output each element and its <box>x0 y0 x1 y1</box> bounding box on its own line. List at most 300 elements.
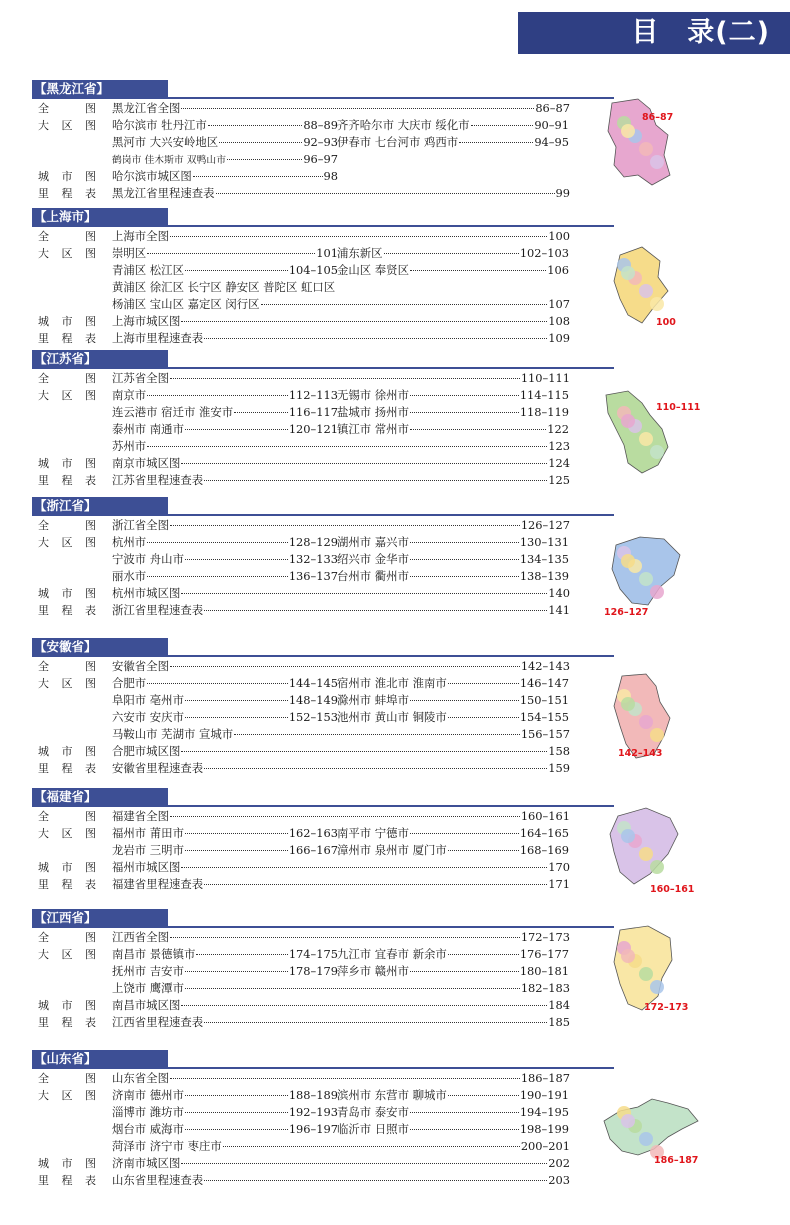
province-map-thumbnail <box>598 385 708 480</box>
section-header: 【安徽省】 <box>32 638 168 656</box>
entry-page: 178–179 <box>288 964 338 978</box>
section-header-row <box>32 638 592 658</box>
toc-row <box>32 568 592 585</box>
dot-leader <box>181 867 547 868</box>
toc-entry[interactable] <box>112 825 338 842</box>
entry-title: 山东省全图 <box>112 1071 169 1085</box>
entry-page: 198–199 <box>519 1122 569 1136</box>
toc-entry[interactable] <box>337 1121 569 1138</box>
section-header-row <box>32 788 592 808</box>
toc-row <box>32 313 592 330</box>
dot-leader <box>170 937 520 938</box>
row-category: 城 市 图 <box>38 315 96 328</box>
toc-row <box>32 455 592 472</box>
toc-row <box>32 117 592 134</box>
dot-leader <box>170 378 520 379</box>
toc-row <box>32 551 592 568</box>
toc-row <box>32 1087 592 1104</box>
toc-entry[interactable] <box>112 313 570 330</box>
map-region <box>650 860 664 874</box>
entry-title: 临沂市 日照市 <box>337 1122 409 1136</box>
entry-title: 南昌市城区图 <box>112 998 181 1012</box>
dot-leader <box>181 593 547 594</box>
province-map-thumbnail <box>598 237 708 332</box>
toc-entry[interactable] <box>112 245 338 262</box>
toc-section <box>32 638 592 777</box>
dot-leader <box>204 768 547 769</box>
toc-entry[interactable] <box>112 675 338 692</box>
section-header: 【上海市】 <box>32 208 168 226</box>
entry-title: 丽水市 <box>112 569 147 583</box>
toc-entry[interactable] <box>337 568 569 585</box>
map-page-label: 126–127 <box>604 607 649 618</box>
dot-leader <box>185 700 288 701</box>
entry-page: 101 <box>316 246 338 260</box>
toc-entry[interactable] <box>337 387 569 404</box>
dot-leader <box>185 850 288 851</box>
entry-title: 浦东新区 <box>337 246 383 260</box>
toc-row <box>32 421 592 438</box>
entry-page: 152–153 <box>288 710 338 724</box>
toc-entry[interactable] <box>112 568 338 585</box>
entry-page: 185 <box>548 1015 570 1029</box>
entry-page: 94–95 <box>534 135 569 149</box>
toc-entry[interactable] <box>112 1014 570 1031</box>
dot-leader <box>204 884 547 885</box>
dot-leader <box>227 159 302 160</box>
entry-page: 104–105 <box>288 263 338 277</box>
toc-row <box>32 1138 592 1155</box>
entry-page: 170 <box>548 860 570 874</box>
toc-entry[interactable] <box>112 709 338 726</box>
toc-entry[interactable] <box>337 117 569 134</box>
entry-page: 184 <box>548 998 570 1012</box>
dot-leader <box>410 971 519 972</box>
dot-leader <box>185 717 288 718</box>
entry-title: 淄博市 潍坊市 <box>112 1105 184 1119</box>
toc-row <box>32 842 592 859</box>
toc-entry[interactable] <box>112 980 570 997</box>
entry-title: 江苏省里程速查表 <box>112 473 204 487</box>
toc-entry[interactable] <box>337 842 569 859</box>
toc-row <box>32 692 592 709</box>
entry-page: 148–149 <box>288 693 338 707</box>
entry-title: 南京市城区图 <box>112 456 181 470</box>
entry-title: 抚州市 吉安市 <box>112 964 184 978</box>
dot-leader <box>459 142 533 143</box>
entry-page: 190–191 <box>519 1088 569 1102</box>
entry-title: 无锡市 徐州市 <box>337 388 409 402</box>
entry-title: 合肥市 <box>112 676 147 690</box>
entry-title: 福州市城区图 <box>112 860 181 874</box>
entry-page: 116–117 <box>288 405 338 419</box>
entry-page: 114–115 <box>519 388 569 402</box>
dot-leader <box>181 1005 547 1006</box>
toc-row <box>32 1155 592 1172</box>
entry-title: 黑河市 大兴安岭地区 <box>112 135 219 149</box>
toc-entry[interactable] <box>112 946 338 963</box>
toc-entry[interactable] <box>112 1172 570 1189</box>
map-region <box>621 414 635 428</box>
entry-page: 146–147 <box>519 676 569 690</box>
map-region <box>639 1132 653 1146</box>
toc-row <box>32 438 592 455</box>
toc-entry[interactable] <box>112 387 338 404</box>
dot-leader <box>410 395 519 396</box>
toc-entry[interactable] <box>112 534 338 551</box>
map-page-label: 110–111 <box>656 402 701 413</box>
section-header-row <box>32 350 592 370</box>
dot-leader <box>234 734 520 735</box>
map-region <box>650 445 664 459</box>
section-header: 【山东省】 <box>32 1050 168 1068</box>
entry-title: 马鞍山市 芜湖市 宣城市 <box>112 727 234 741</box>
toc-row <box>32 602 592 619</box>
dot-leader <box>410 576 519 577</box>
toc-entry[interactable] <box>112 602 570 619</box>
entry-page: 160–161 <box>520 809 570 823</box>
entry-title: 福建省里程速查表 <box>112 877 204 891</box>
entry-page: 132–133 <box>288 552 338 566</box>
dot-leader <box>410 833 519 834</box>
entry-title: 台州市 衢州市 <box>337 569 409 583</box>
province-map-graphic <box>598 668 708 763</box>
toc-entry[interactable] <box>337 551 569 568</box>
toc-entry[interactable] <box>112 228 570 245</box>
entry-title: 盐城市 扬州市 <box>337 405 409 419</box>
toc-row <box>32 726 592 743</box>
row-category: 里 程 表 <box>38 1174 96 1187</box>
toc-entry[interactable] <box>112 1070 570 1087</box>
toc-entry[interactable] <box>112 134 338 151</box>
dot-leader <box>204 480 547 481</box>
toc-entry[interactable] <box>337 245 569 262</box>
dot-leader <box>185 988 520 989</box>
toc-row <box>32 963 592 980</box>
toc-row <box>32 296 592 313</box>
province-map-thumbnail <box>598 1085 708 1180</box>
toc-row <box>32 228 592 245</box>
dot-leader <box>185 429 288 430</box>
section-header: 【黑龙江省】 <box>32 80 168 98</box>
dot-leader <box>181 321 547 322</box>
toc-entry[interactable] <box>112 185 570 202</box>
toc-entry[interactable] <box>337 134 569 151</box>
province-map-thumbnail <box>598 668 708 763</box>
toc-entry[interactable] <box>337 1104 569 1121</box>
toc-entry[interactable] <box>112 168 338 185</box>
toc-row <box>32 675 592 692</box>
toc-entry[interactable] <box>112 1138 570 1155</box>
dot-leader <box>147 576 288 577</box>
entry-page: 125 <box>548 473 570 487</box>
section-header-row <box>32 208 592 228</box>
entry-title: 哈尔滨市 牡丹江市 <box>112 118 207 132</box>
toc-row <box>32 825 592 842</box>
toc-row <box>32 370 592 387</box>
entry-title: 济南市城区图 <box>112 1156 181 1170</box>
entry-title: 绍兴市 金华市 <box>337 552 409 566</box>
entry-page: 128–129 <box>288 535 338 549</box>
toc-row <box>32 404 592 421</box>
toc-row <box>32 151 592 168</box>
toc-entry[interactable] <box>112 455 570 472</box>
toc-row <box>32 658 592 675</box>
dot-leader <box>147 446 547 447</box>
row-category: 全 图 <box>38 1072 96 1085</box>
map-region <box>621 697 635 711</box>
entry-title: 宁波市 舟山市 <box>112 552 184 566</box>
dot-leader <box>410 270 546 271</box>
entry-title: 南京市 <box>112 388 147 402</box>
map-region <box>639 572 653 586</box>
toc-row <box>32 472 592 489</box>
entry-page: 136–137 <box>288 569 338 583</box>
entry-page: 200–201 <box>520 1139 570 1153</box>
entry-page: 102–103 <box>519 246 569 260</box>
toc-row <box>32 743 592 760</box>
row-category: 城 市 图 <box>38 861 96 874</box>
toc-row <box>32 1070 592 1087</box>
toc-row <box>32 585 592 602</box>
toc-entry[interactable] <box>337 825 569 842</box>
dot-leader <box>185 833 288 834</box>
entry-title: 浙江省里程速查表 <box>112 603 204 617</box>
toc-entry[interactable] <box>112 808 570 825</box>
dot-leader <box>384 253 519 254</box>
dot-leader <box>448 850 519 851</box>
dot-leader <box>448 683 519 684</box>
entry-title: 镇江市 常州市 <box>337 422 409 436</box>
dot-leader <box>410 542 519 543</box>
toc-entry[interactable] <box>112 296 570 313</box>
toc-entry[interactable] <box>112 404 338 421</box>
toc-entry[interactable] <box>112 279 338 296</box>
toc-entry[interactable] <box>337 963 569 980</box>
province-map-thumbnail <box>598 920 708 1015</box>
dot-leader <box>170 1078 520 1079</box>
dot-leader <box>193 176 323 177</box>
province-map-thumbnail <box>598 95 708 190</box>
toc-entry[interactable] <box>112 929 570 946</box>
entry-title: 金山区 奉贤区 <box>337 263 409 277</box>
dot-leader <box>147 542 288 543</box>
toc-entry[interactable] <box>112 117 338 134</box>
entry-title: 合肥市城区图 <box>112 744 181 758</box>
toc-entry[interactable] <box>112 472 570 489</box>
toc-section <box>32 1050 592 1189</box>
toc-entry[interactable] <box>112 262 338 279</box>
section-header: 【浙江省】 <box>32 497 168 515</box>
row-category: 大 区 图 <box>38 827 96 840</box>
entry-title: 江西省里程速查表 <box>112 1015 204 1029</box>
dot-leader <box>223 1146 520 1147</box>
entry-page: 138–139 <box>519 569 569 583</box>
toc-row <box>32 1121 592 1138</box>
entry-title: 六安市 安庆市 <box>112 710 184 724</box>
map-region <box>621 949 635 963</box>
dot-leader <box>170 236 547 237</box>
toc-row <box>32 134 592 151</box>
toc-entry[interactable] <box>112 438 570 455</box>
entry-page: 180–181 <box>519 964 569 978</box>
entry-title: 福建省全图 <box>112 809 169 823</box>
entry-title: 杨浦区 宝山区 嘉定区 闵行区 <box>112 297 260 311</box>
toc-entry[interactable] <box>112 370 570 387</box>
toc-row <box>32 760 592 777</box>
entry-page: 107 <box>548 297 570 311</box>
map-region <box>621 266 635 280</box>
toc-entry[interactable] <box>112 330 570 347</box>
province-map-thumbnail <box>598 800 708 895</box>
map-region <box>621 829 635 843</box>
toc-entry[interactable] <box>112 692 338 709</box>
dot-leader <box>185 559 288 560</box>
section-header-row <box>32 909 592 929</box>
toc-entry[interactable] <box>112 517 570 534</box>
row-category: 里 程 表 <box>38 187 96 200</box>
entry-page: 188–189 <box>288 1088 338 1102</box>
province-outline <box>604 1099 698 1155</box>
toc-entry[interactable] <box>112 859 570 876</box>
province-map-graphic <box>598 237 708 332</box>
entry-page: 123 <box>548 439 570 453</box>
toc-row <box>32 534 592 551</box>
dot-leader <box>410 700 519 701</box>
toc-entry[interactable] <box>112 1121 338 1138</box>
dot-leader <box>204 1022 547 1023</box>
row-category: 城 市 图 <box>38 457 96 470</box>
entry-page: 92–93 <box>303 135 338 149</box>
row-category: 城 市 图 <box>38 745 96 758</box>
toc-row <box>32 517 592 534</box>
row-category: 全 图 <box>38 931 96 944</box>
dot-leader <box>208 125 303 126</box>
entry-page: 158 <box>548 744 570 758</box>
toc-entry[interactable] <box>112 421 338 438</box>
toc-entry[interactable] <box>337 692 569 709</box>
toc-entry[interactable] <box>112 963 338 980</box>
toc-entry[interactable] <box>337 1087 569 1104</box>
toc-entry[interactable] <box>337 709 569 726</box>
entry-page: 203 <box>548 1173 570 1187</box>
row-category: 全 图 <box>38 230 96 243</box>
toc-entry[interactable] <box>337 675 569 692</box>
entry-page: 168–169 <box>519 843 569 857</box>
toc-entry[interactable] <box>112 1087 338 1104</box>
entry-page: 154–155 <box>519 710 569 724</box>
dot-leader <box>147 683 288 684</box>
toc-row <box>32 929 592 946</box>
entry-page: 150–151 <box>519 693 569 707</box>
toc-entry[interactable] <box>337 262 569 279</box>
toc-section <box>32 909 592 1031</box>
dot-leader <box>196 954 287 955</box>
dot-leader <box>181 463 547 464</box>
section-header-row <box>32 497 592 517</box>
row-category: 全 图 <box>38 519 96 532</box>
toc-entry[interactable] <box>112 551 338 568</box>
row-category: 里 程 表 <box>38 474 96 487</box>
map-page-label: 186–187 <box>654 1155 699 1166</box>
entry-page: 118–119 <box>519 405 569 419</box>
entry-title: 安徽省里程速查表 <box>112 761 204 775</box>
toc-entry[interactable] <box>112 151 338 169</box>
entry-page: 186–187 <box>520 1071 570 1085</box>
map-page-label: 100 <box>656 317 676 328</box>
entry-page: 109 <box>548 331 570 345</box>
dot-leader <box>410 1112 519 1113</box>
entry-title: 济南市 德州市 <box>112 1088 184 1102</box>
entry-title: 上海市里程速查表 <box>112 331 204 345</box>
toc-entry[interactable] <box>112 726 570 743</box>
toc-section <box>32 80 592 202</box>
toc-entry[interactable] <box>112 876 570 893</box>
dot-leader <box>410 559 519 560</box>
entry-title: 黑龙江省里程速查表 <box>112 186 215 200</box>
toc-entry[interactable] <box>112 658 570 675</box>
entry-page: 156–157 <box>520 727 570 741</box>
toc-row <box>32 100 592 117</box>
entry-page: 122 <box>547 422 569 436</box>
entry-title: 阜阳市 亳州市 <box>112 693 184 707</box>
toc-row <box>32 262 592 279</box>
toc-entry[interactable] <box>112 743 570 760</box>
toc-entry[interactable] <box>337 404 569 421</box>
toc-entry[interactable] <box>337 534 569 551</box>
toc-section <box>32 350 592 489</box>
entry-title: 萍乡市 赣州市 <box>337 964 409 978</box>
toc-entry[interactable] <box>112 842 338 859</box>
toc-row <box>32 168 592 185</box>
row-category: 大 区 图 <box>38 677 96 690</box>
entry-title: 宿州市 淮北市 淮南市 <box>337 676 447 690</box>
dot-leader <box>219 142 302 143</box>
dot-leader <box>170 525 520 526</box>
map-region <box>650 155 664 169</box>
entry-title: 青岛市 泰安市 <box>337 1105 409 1119</box>
map-region <box>621 554 635 568</box>
entry-title: 杭州市 <box>112 535 147 549</box>
entry-title: 苏州市 <box>112 439 147 453</box>
entry-page: 126–127 <box>520 518 570 532</box>
entry-title: 黄浦区 徐汇区 长宁区 静安区 普陀区 虹口区 <box>112 280 336 294</box>
toc-entry[interactable] <box>337 421 569 438</box>
dot-leader <box>185 1095 288 1096</box>
map-page-label: 142–143 <box>618 748 663 759</box>
toc-entry[interactable] <box>112 100 570 117</box>
row-category: 全 图 <box>38 372 96 385</box>
toc-entry[interactable] <box>112 997 570 1014</box>
dot-leader <box>185 270 288 271</box>
toc-entry[interactable] <box>337 946 569 963</box>
entry-title: 浙江省全图 <box>112 518 169 532</box>
entry-title: 上海市全图 <box>112 229 169 243</box>
entry-page: 159 <box>548 761 570 775</box>
entry-title: 杭州市城区图 <box>112 586 181 600</box>
entry-page: 141 <box>548 603 570 617</box>
toc-row <box>32 387 592 404</box>
dot-leader <box>448 717 519 718</box>
province-outline <box>610 808 678 884</box>
toc-entry[interactable] <box>112 585 570 602</box>
toc-entry[interactable] <box>112 1104 338 1121</box>
map-region <box>639 967 653 981</box>
province-map-graphic <box>598 920 708 1015</box>
toc-entry[interactable] <box>112 760 570 777</box>
map-region <box>639 715 653 729</box>
toc-entry[interactable] <box>112 1155 570 1172</box>
